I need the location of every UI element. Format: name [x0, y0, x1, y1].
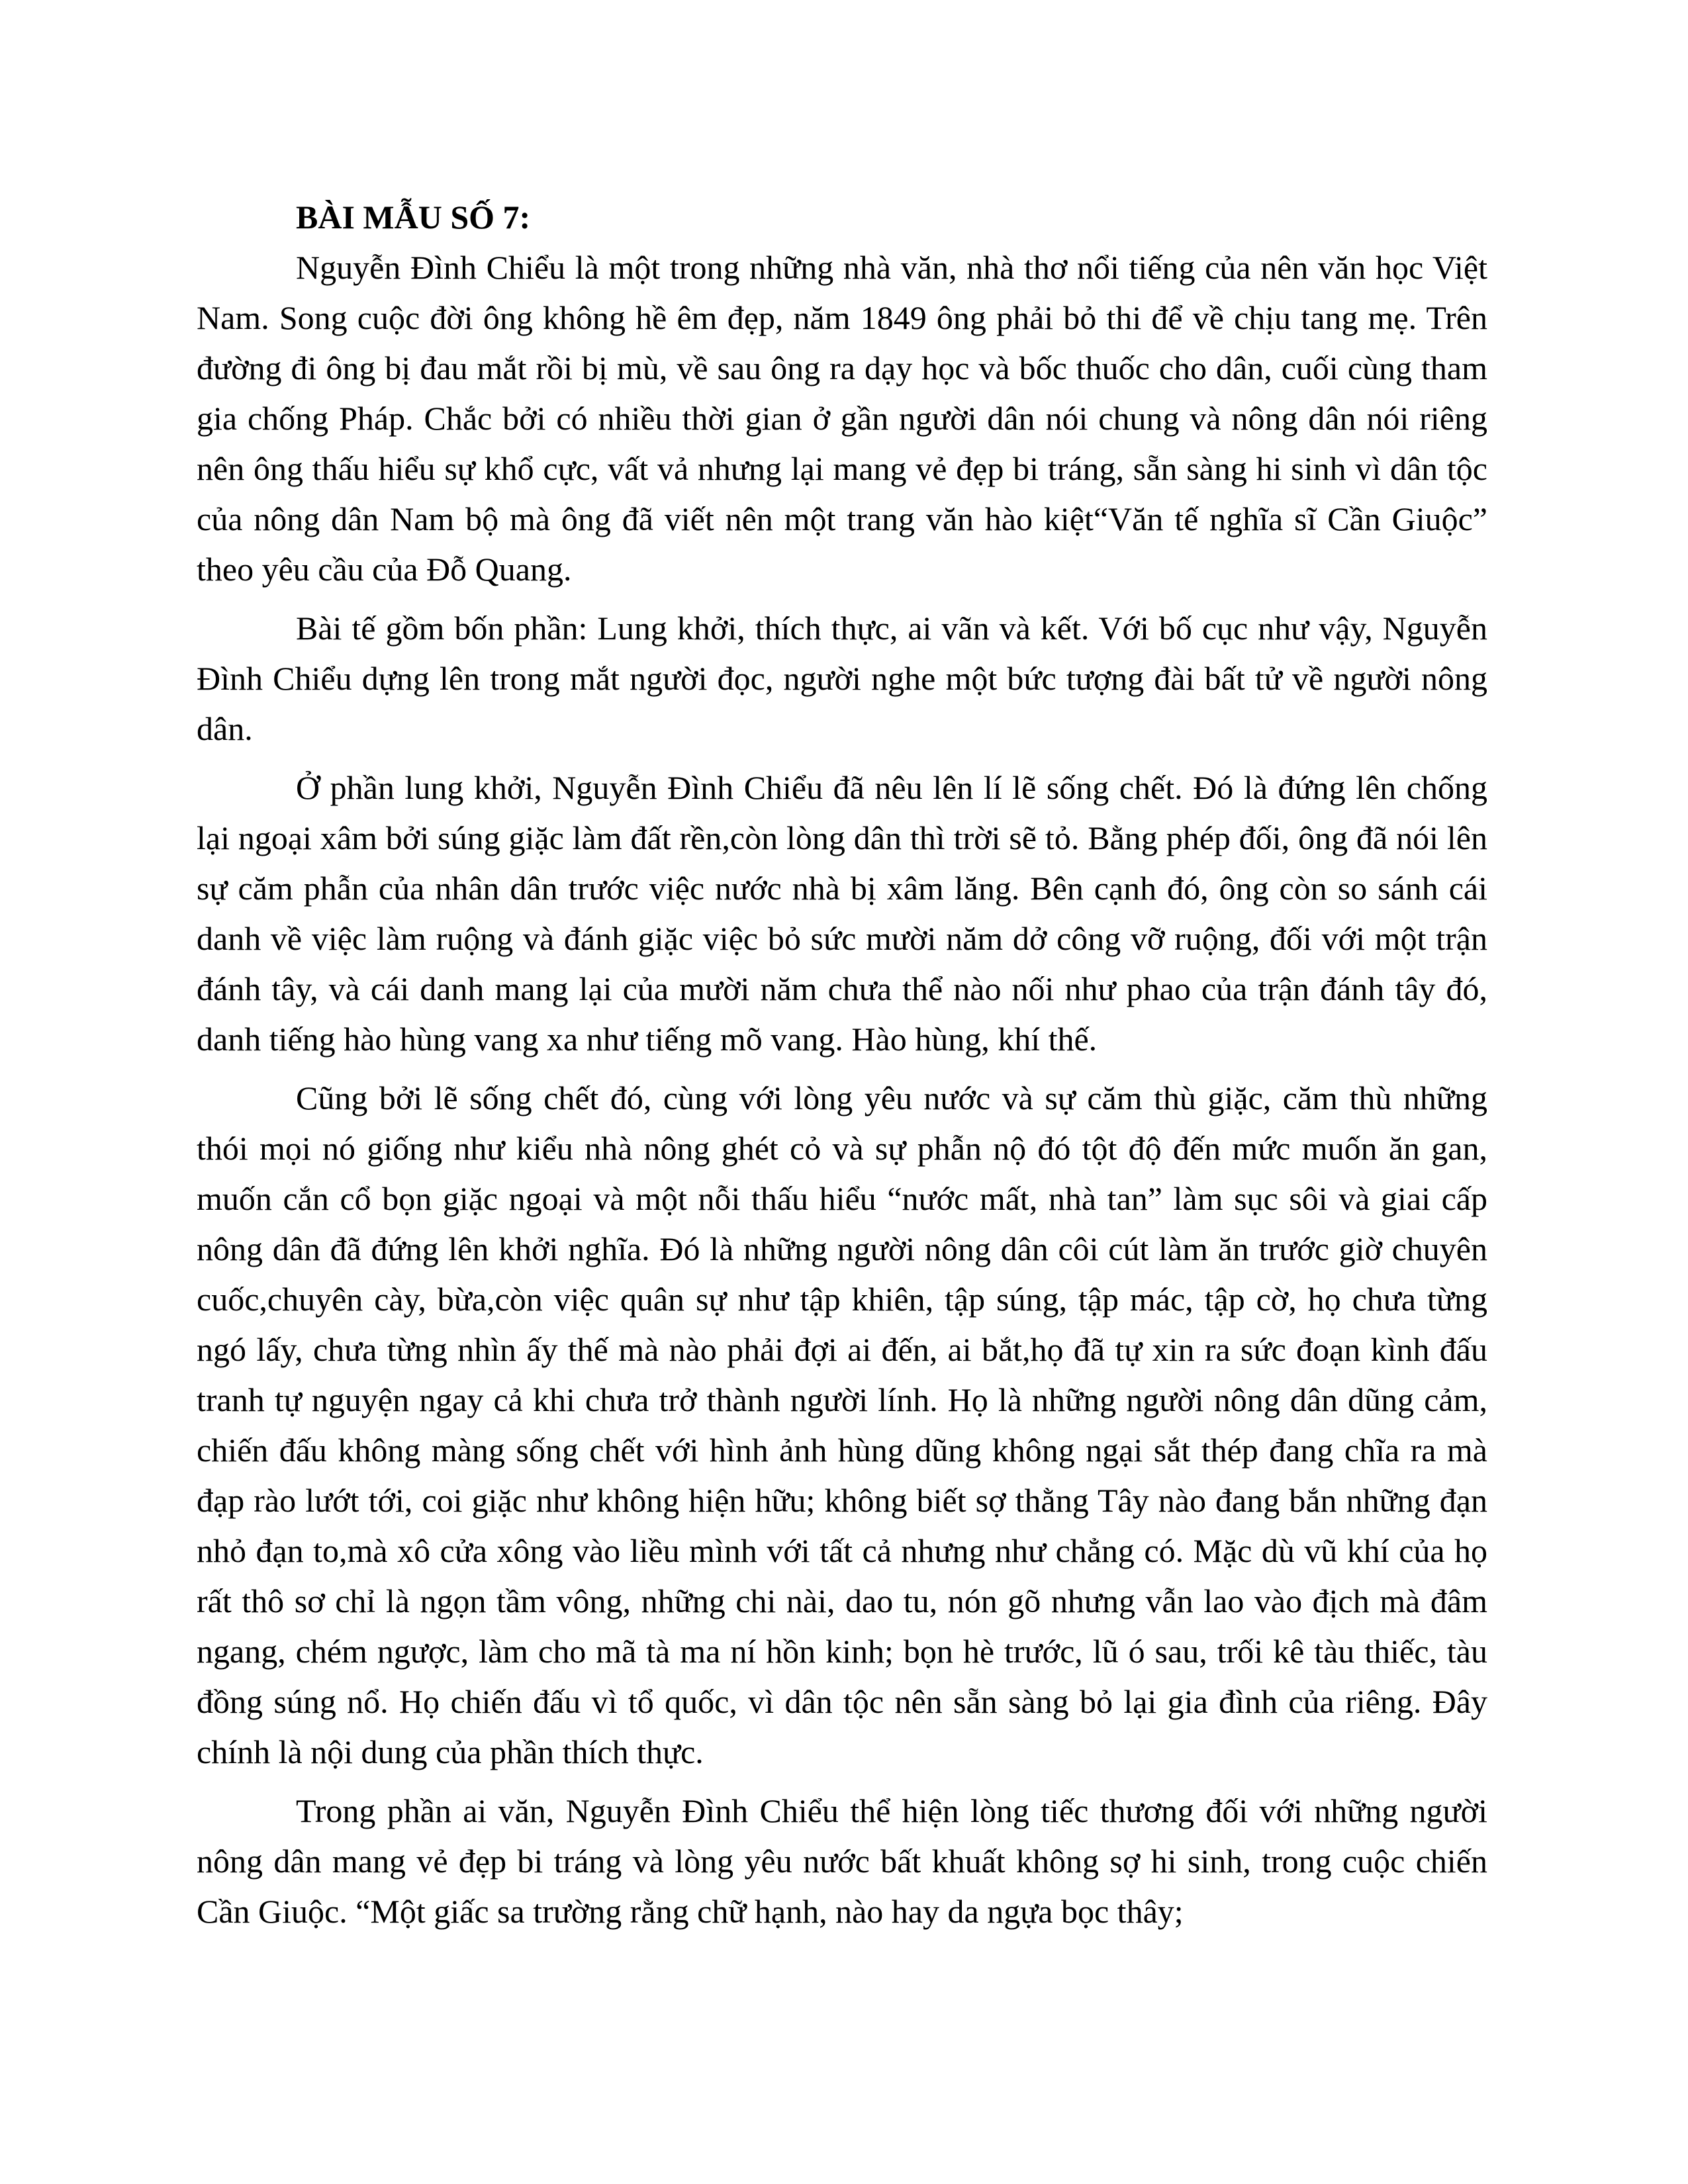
document-heading: BÀI MẪU SỐ 7:	[296, 199, 531, 236]
paragraph-ai-van: Trong phần ai văn, Nguyễn Đình Chiểu thể hiện lòng tiếc thương đối với những người nông dân mang vẻ đẹp bi tráng và lòng yêu nước bất khuất không sợ hi sinh, trong cuộc chiến Cần Giuộc. “Một giấc sa trường rằng chữ hạnh, nào hay da ngựa bọc thây;	[197, 1792, 1487, 1930]
paragraph-structure: Bài tế gồm bốn phần: Lung khởi, thích thực, ai vãn và kết. Với bố cục như vậy, Nguyễn Đình Chiểu dựng lên trong mắt người đọc, người nghe một bức tượng đài bất tử về người nông dân.	[197, 610, 1487, 747]
paragraph-thich-thuc: Cũng bởi lẽ sống chết đó, cùng với lòng yêu nước và sự căm thù giặc, căm thù những thói mọi nó giống như kiểu nhà nông ghét cỏ và sự phẫn nộ đó tột độ đến mức muốn ăn gan, muốn cắn cổ bọn giặc ngoại và một nỗi thấu hiểu “nước mất, nhà tan” làm sục sôi và giai cấp nông dân đã đứng lên khởi nghĩa. Đó là những người nông dân côi cút làm ăn trước giờ chuyên cuốc,chuyên cày, bừa,còn việc quân sự như tập khiên, tập súng, tập mác, tập cờ, họ chưa từng ngó lấy, chưa từng nhìn ấy thế mà nào phải đợi ai đến, ai bắt,họ đã tự xin ra sức đoạn kình đấu tranh tự nguyện ngay cả khi chưa trở thành người lính. Họ là những người nông dân dũng cảm, chiến đấu không màng sống chết với hình ảnh hùng dũng không ngại sắt thép đang chĩa ra mà đạp rào lướt tới, coi giặc như không hiện hữu; không biết sợ thằng Tây nào đang bắn những đạn nhỏ đạn to,mà xô cửa xông vào liều mình với tất cả nhưng như chẳng có. Mặc dù vũ khí của họ rất thô sơ chỉ là ngọn tầm vông, những chi nài, dao tu, nón gõ nhưng vẫn lao vào địch mà đâm ngang, chém ngược, làm cho mã tà ma ní hồn kinh; bọn hè trước, lũ ó sau, trối kê tàu thiếc, tàu đồng súng nổ. Họ chiến đấu vì tổ quốc, vì dân tộc nên sẵn sàng bỏ lại gia đình của riêng. Đây chính là nội dung của phần thích thực.	[197, 1079, 1487, 1770]
document-body	[197, 192, 1487, 1945]
paragraph-intro: Nguyễn Đình Chiểu là một trong những nhà văn, nhà thơ nổi tiếng của nên văn học Việt Nam. Song cuộc đời ông không hề êm đẹp, năm 1849 ông phải bỏ thi để về chịu tang mẹ. Trên đường đi ông bị đau mắt rồi bị mù, về sau ông ra dạy học và bốc thuốc cho dân, cuối cùng tham gia chống Pháp. Chắc bởi có nhiều thời gian ở gần người dân nói chung và nông dân nói riêng nên ông thấu hiểu sự khổ cực, vất vả nhưng lại mang vẻ đẹp bi tráng, sẵn sàng hi sinh vì dân tộc của nông dân Nam bộ mà ông đã viết nên một trang văn hào kiệt“Văn tế nghĩa sĩ Cần Giuộc” theo yêu cầu của Đỗ Quang.	[197, 249, 1487, 588]
paragraph-lung-khoi: Ở phần lung khởi, Nguyễn Đình Chiểu đã nêu lên lí lẽ sống chết. Đó là đứng lên chống lại ngoại xâm bởi súng giặc làm đất rền,còn lòng dân thì trời sẽ tỏ. Bằng phép đối, ông đã nói lên sự căm phẫn của nhân dân trước việc nước nhà bị xâm lăng. Bên cạnh đó, ông còn so sánh cái danh về việc làm ruộng và đánh giặc việc bỏ sức mười năm dở công vỡ ruộng, đối với một trận đánh tây, và cái danh mang lại của mười năm chưa thể nào nối như phao của trận đánh tây đó, danh tiếng hào hùng vang xa như tiếng mõ vang. Hào hùng, khí thế.	[197, 769, 1487, 1058]
